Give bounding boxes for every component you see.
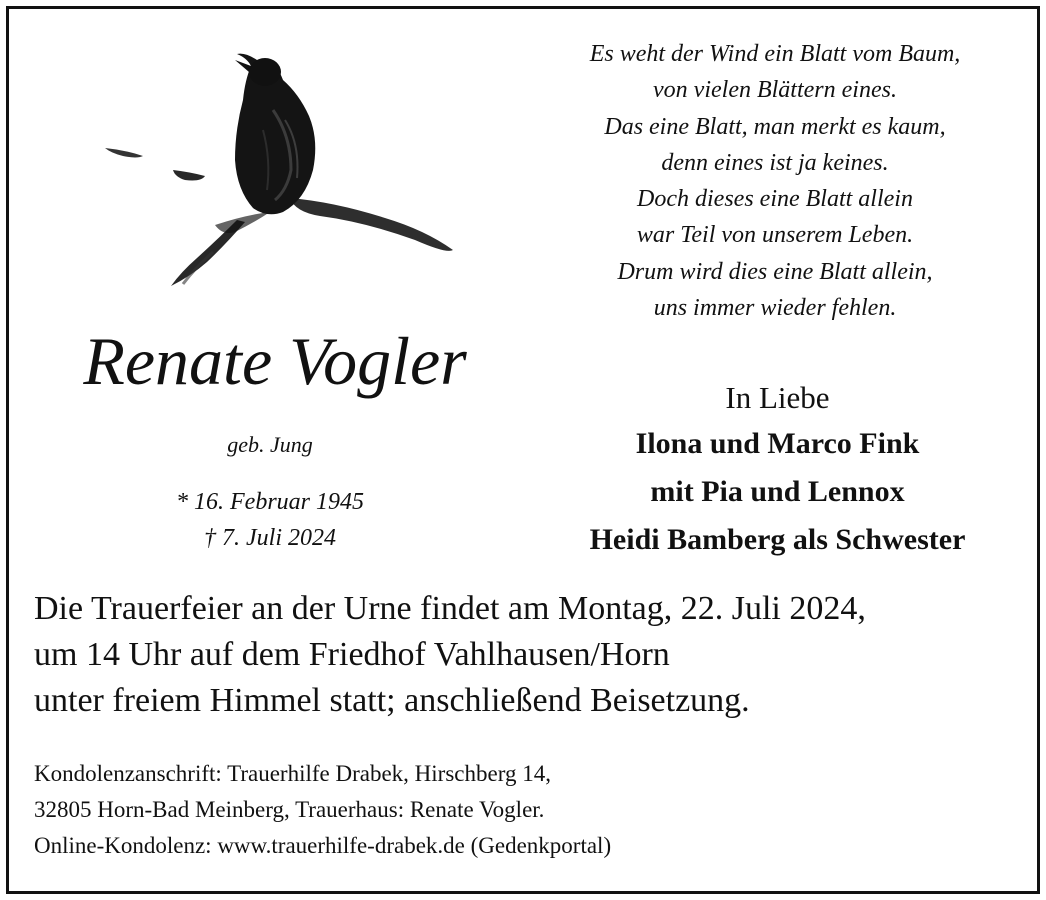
condolence-info xyxy=(34,756,1034,864)
poem-line: Drum wird dies eine Blatt allein, xyxy=(617,258,933,285)
mourner-line: Ilona und Marco Fink xyxy=(635,427,920,460)
ceremony-line: um 14 Uhr auf dem Friedhof Vahlhausen/Horn xyxy=(34,636,670,673)
poem-line: denn eines ist ja keines. xyxy=(661,149,889,176)
condolence-address: Kondolenzanschrift: Trauerhilfe Drabek, Hirschberg 14, xyxy=(34,761,551,786)
deceased-name: Renate Vogler xyxy=(83,323,467,399)
poem-line: uns immer wieder fehlen. xyxy=(653,295,897,322)
birth-name: geb. Jung xyxy=(227,432,313,457)
life-dates xyxy=(120,484,420,556)
poem-line: Doch dieses eine Blatt allein xyxy=(637,186,913,213)
death-date: † 7. Juli 2024 xyxy=(204,525,336,551)
poem-line: von vielen Blättern eines. xyxy=(653,77,897,104)
mourners xyxy=(520,376,1035,564)
poem-line: Das eine Blatt, man merkt es kaum, xyxy=(604,113,946,140)
ceremony-line: unter freiem Himmel statt; anschließend Beisetzung. xyxy=(34,682,750,719)
mourner-line: mit Pia und Lennox xyxy=(650,475,905,508)
mourner-line: Heidi Bamberg als Schwester xyxy=(589,523,966,556)
birth-date: * 16. Februar 1945 xyxy=(176,489,364,515)
bird-icon xyxy=(95,40,460,295)
ceremony-info xyxy=(34,586,1034,724)
online-condolence: Online-Kondolenz: www.trauerhilfe-drabek.de (Gedenkportal) xyxy=(34,833,612,858)
ceremony-line: Die Trauerfeier an der Urne findet am Montag, 22. Juli 2024, xyxy=(34,590,866,627)
mourners-intro: In Liebe xyxy=(725,380,830,415)
poem-line: Es weht der Wind ein Blatt vom Baum, xyxy=(589,41,961,67)
poem xyxy=(520,36,1030,326)
poem-line: war Teil von unserem Leben. xyxy=(636,222,914,249)
condolence-address-cont: 32805 Horn-Bad Meinberg, Trauerhaus: Renate Vogler. xyxy=(34,797,545,822)
